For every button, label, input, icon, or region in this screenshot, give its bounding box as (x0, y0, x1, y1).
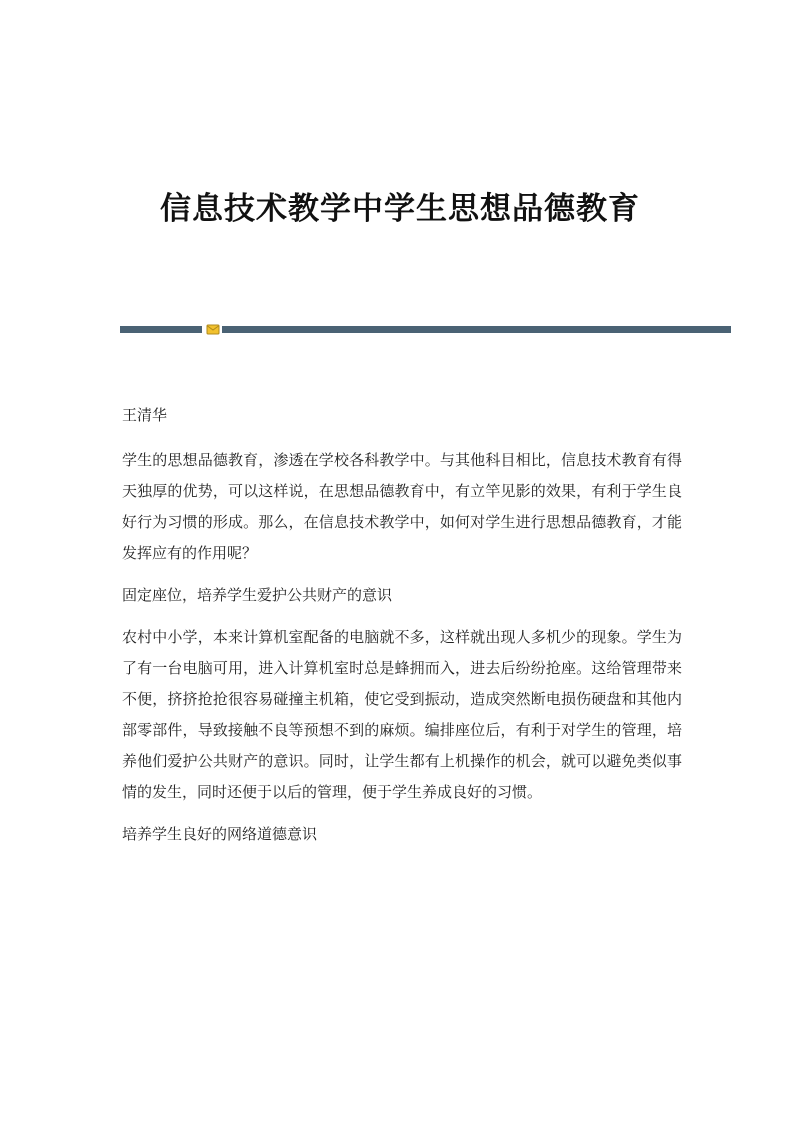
body-paragraph: 农村中小学，本来计算机室配备的电脑就不多，这样就出现人多机少的现象。学生为了有一台电脑可用，进入计算机室时总是蜂拥而入，进去后纷纷抢座。这给管理带来不便，挤挤抢抢很容易碰撞主机箱，使它受到振动，造成突然断电损伤硬盘和其他内部零部件，导致接触不良等预想不到的麻烦。编排座位后，有利于对学生的管理，培养他们爱护公共财产的意识。同时，让学生都有上机操作的机会，就可以避免类似事情的发生，同时还便于以后的管理，便于学生养成良好的习惯。 (122, 628, 682, 801)
divider-bar-right (222, 326, 731, 333)
page-title: 信息技术教学中学生思想品德教育 (160, 191, 640, 227)
document-body (122, 400, 682, 861)
title-divider (120, 326, 731, 333)
intro-paragraph: 学生的思想品德教育，渗透在学校各科教学中。与其他科目相比，信息技术教育有得天独厚的优势，可以这样说，在思想品德教育中，有立竿见影的效果，有利于学生良好行为习惯的形成。那么，在信息技术教学中，如何对学生进行思想品德教育，才能发挥应有的作用呢？ (122, 451, 682, 562)
divider-bar-left (120, 326, 202, 333)
section-heading: 培养学生良好的网络道德意识 (122, 825, 318, 843)
envelope-icon (206, 322, 220, 336)
section-heading: 固定座位，培养学生爱护公共财产的意识 (122, 586, 393, 604)
author-name: 王清华 (122, 406, 168, 424)
